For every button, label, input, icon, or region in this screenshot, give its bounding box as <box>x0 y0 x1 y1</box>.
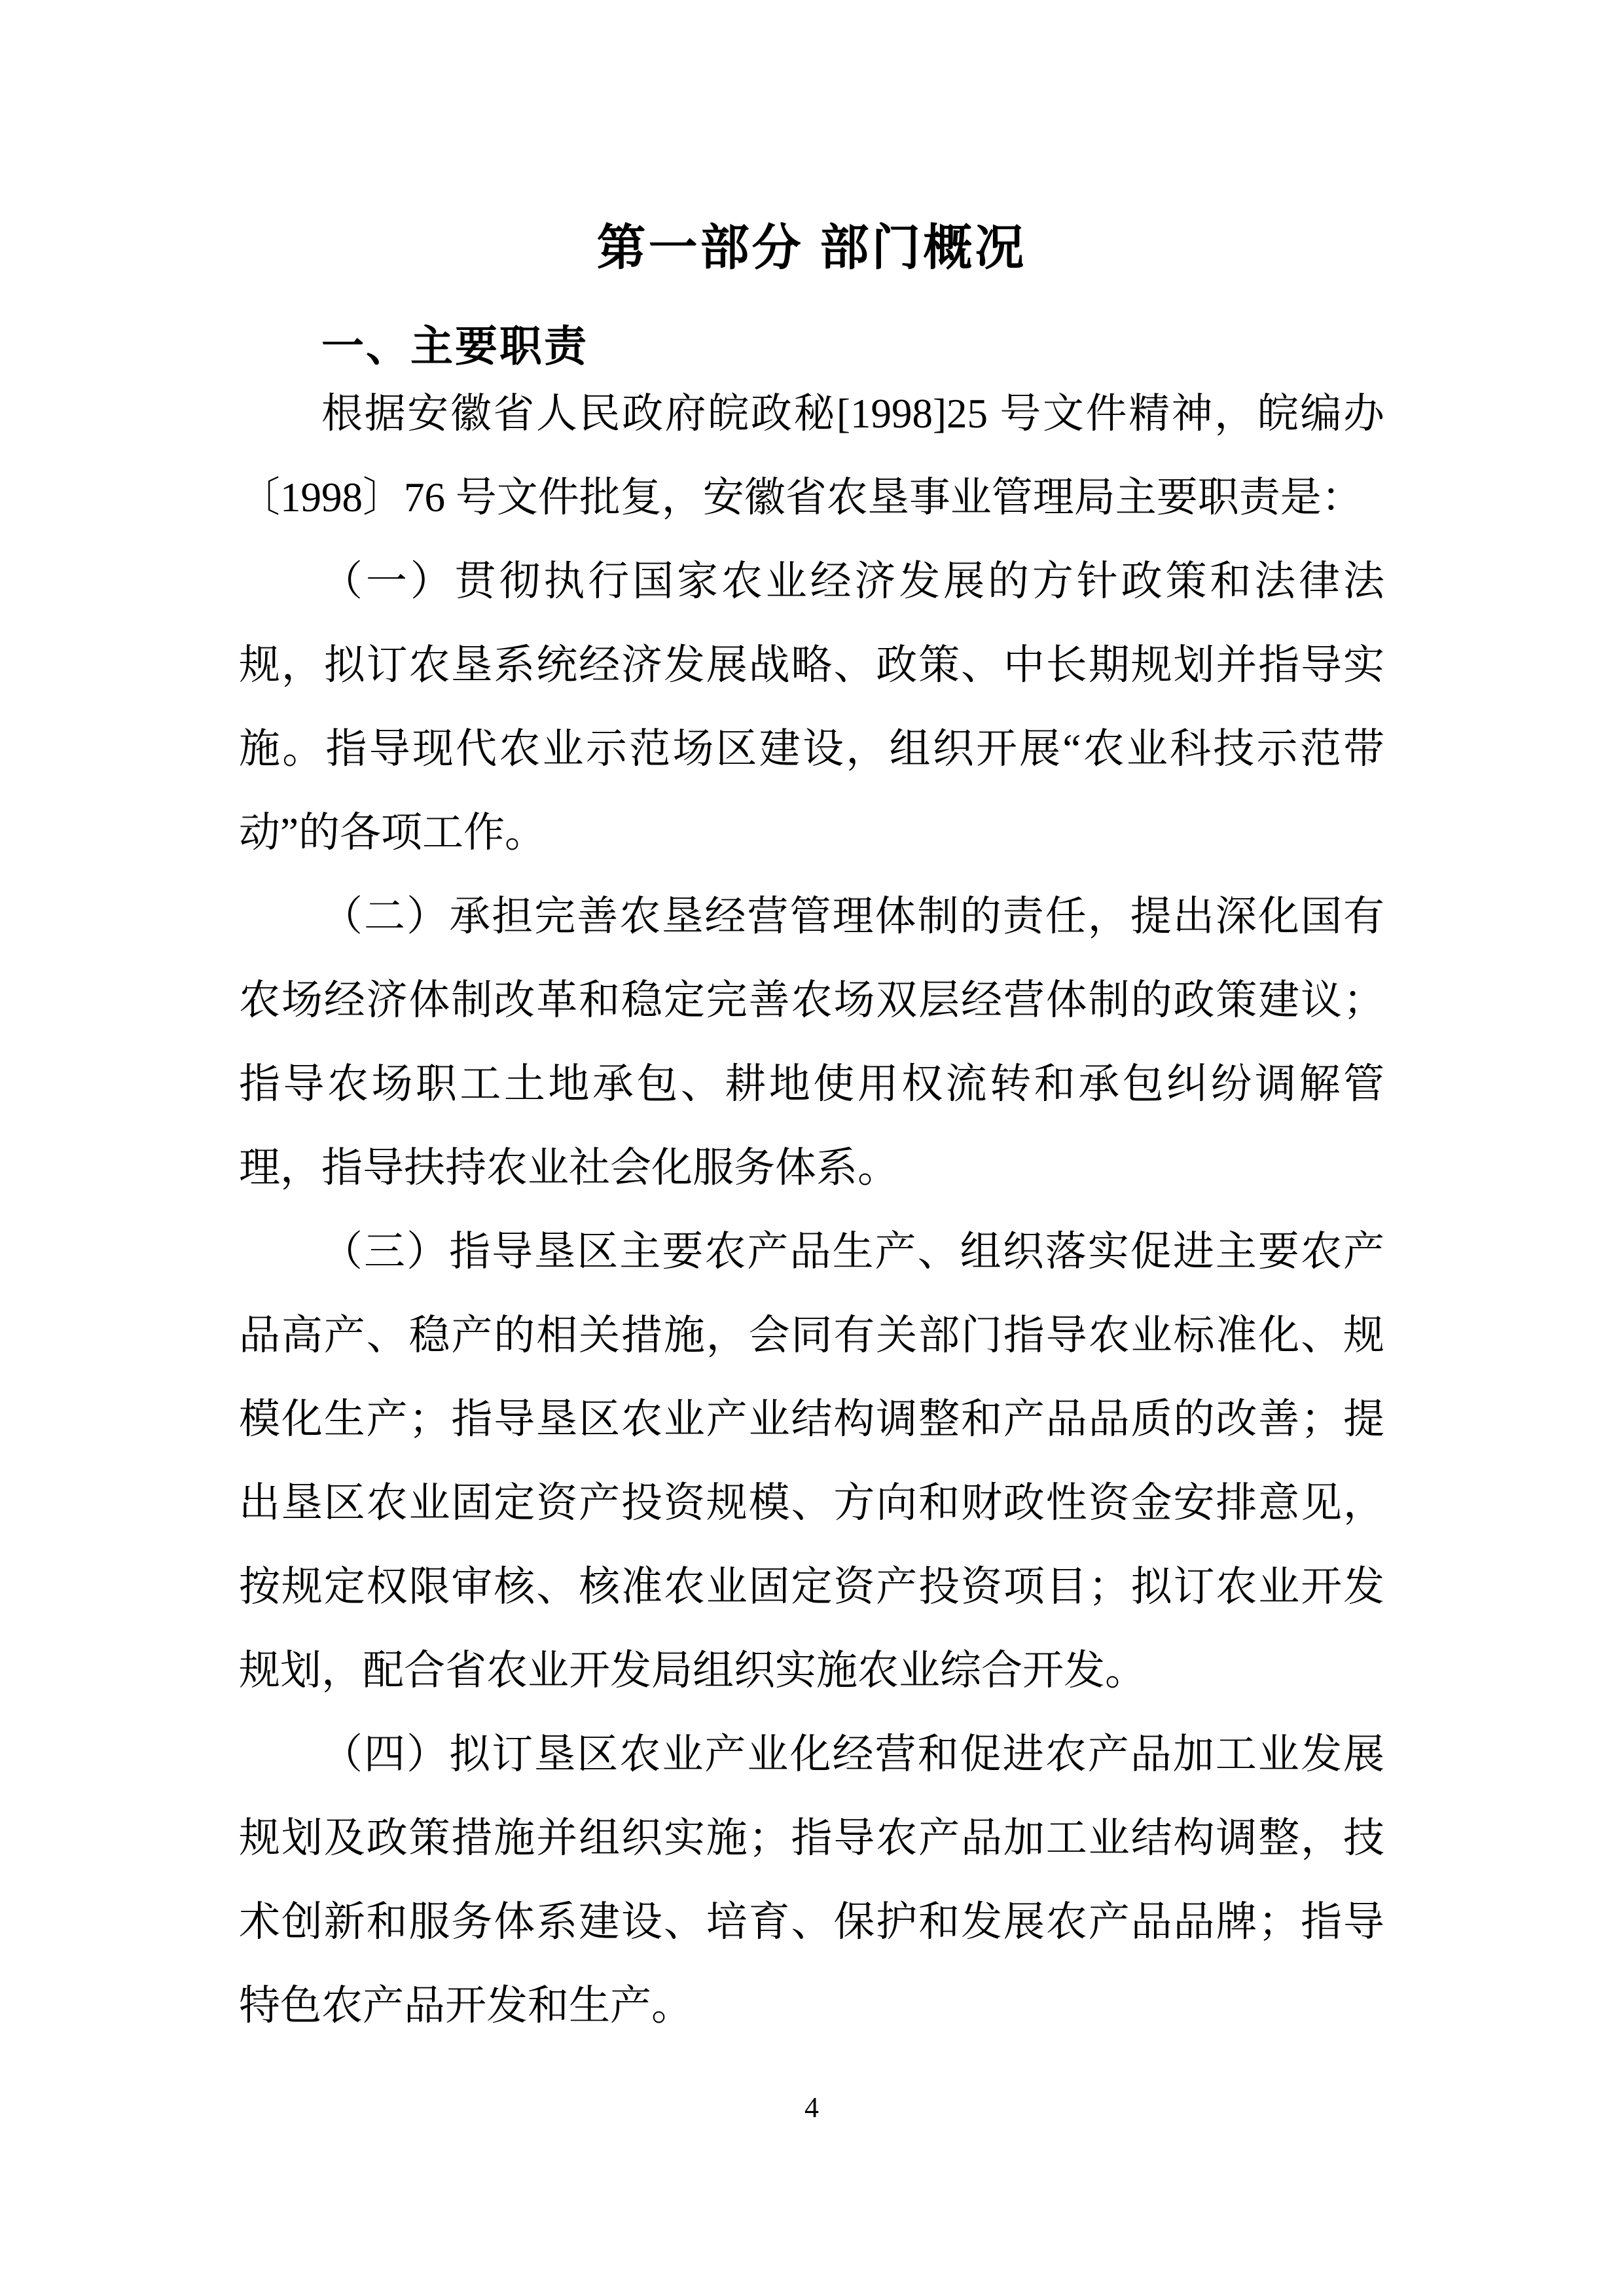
text-line: 模化生产；指导垦区农业产业结构调整和产品品质的改善；提 <box>239 1396 1384 1442</box>
text-line: 规划，配合省农业开发局组织实施农业综合开发。 <box>239 1648 1146 1693</box>
text-line: 〔1998〕76 号文件批复，安徽省农垦事业管理局主要职责是： <box>239 475 1363 520</box>
text-line: （四）拟订垦区农业产业化经营和促进农产品加工业发展 <box>321 1731 1384 1777</box>
text-line: 指导农场职工土地承包、耕地使用权流转和承包纠纷调解管 <box>239 1061 1384 1107</box>
text-line: 理，指导扶持农业社会化服务体系。 <box>239 1145 899 1191</box>
text-line: （三）指导垦区主要农产品生产、组织落实促进主要农产 <box>321 1229 1384 1274</box>
page-title: 第一部分 部门概况 <box>596 220 1027 276</box>
text-line: 施。指导现代农业示范场区建设，组织开展“农业科技示范带 <box>239 726 1384 772</box>
text-line: 规，拟订农垦系统经济发展战略、政策、中长期规划并指导实 <box>239 642 1384 688</box>
text-line: （一）贯彻执行国家农业经济发展的方针政策和法律法 <box>321 558 1384 604</box>
text-line: 品高产、稳产的相关措施，会同有关部门指导农业标准化、规 <box>239 1312 1384 1358</box>
text-line: 出垦区农业固定资产投资规模、方向和财政性资金安排意见， <box>239 1480 1384 1526</box>
text-line: 按规定权限审核、核准农业固定资产投资项目；拟订农业开发 <box>239 1564 1384 1610</box>
page-number: 4 <box>804 2091 819 2123</box>
text-line: 根据安徽省人民政府皖政秘[1998]25 号文件精神，皖编办 <box>321 391 1384 437</box>
text-line: 特色农产品开发和生产。 <box>239 1983 693 2029</box>
text-line: 术创新和服务体系建设、培育、保护和发展农产品品牌；指导 <box>239 1899 1384 1945</box>
text-line: 农场经济体制改革和稳定完善农场双层经营体制的政策建议； <box>239 977 1384 1023</box>
text-line: 动”的各项工作。 <box>239 810 546 856</box>
body-text <box>239 372 1384 2048</box>
text-line: （二）承担完善农垦经营管理体制的责任，提出深化国有 <box>321 894 1384 939</box>
section-heading: 一、主要职责 <box>321 321 589 370</box>
text-line: 规划及政策措施并组织实施；指导农产品加工业结构调整，技 <box>239 1815 1384 1861</box>
